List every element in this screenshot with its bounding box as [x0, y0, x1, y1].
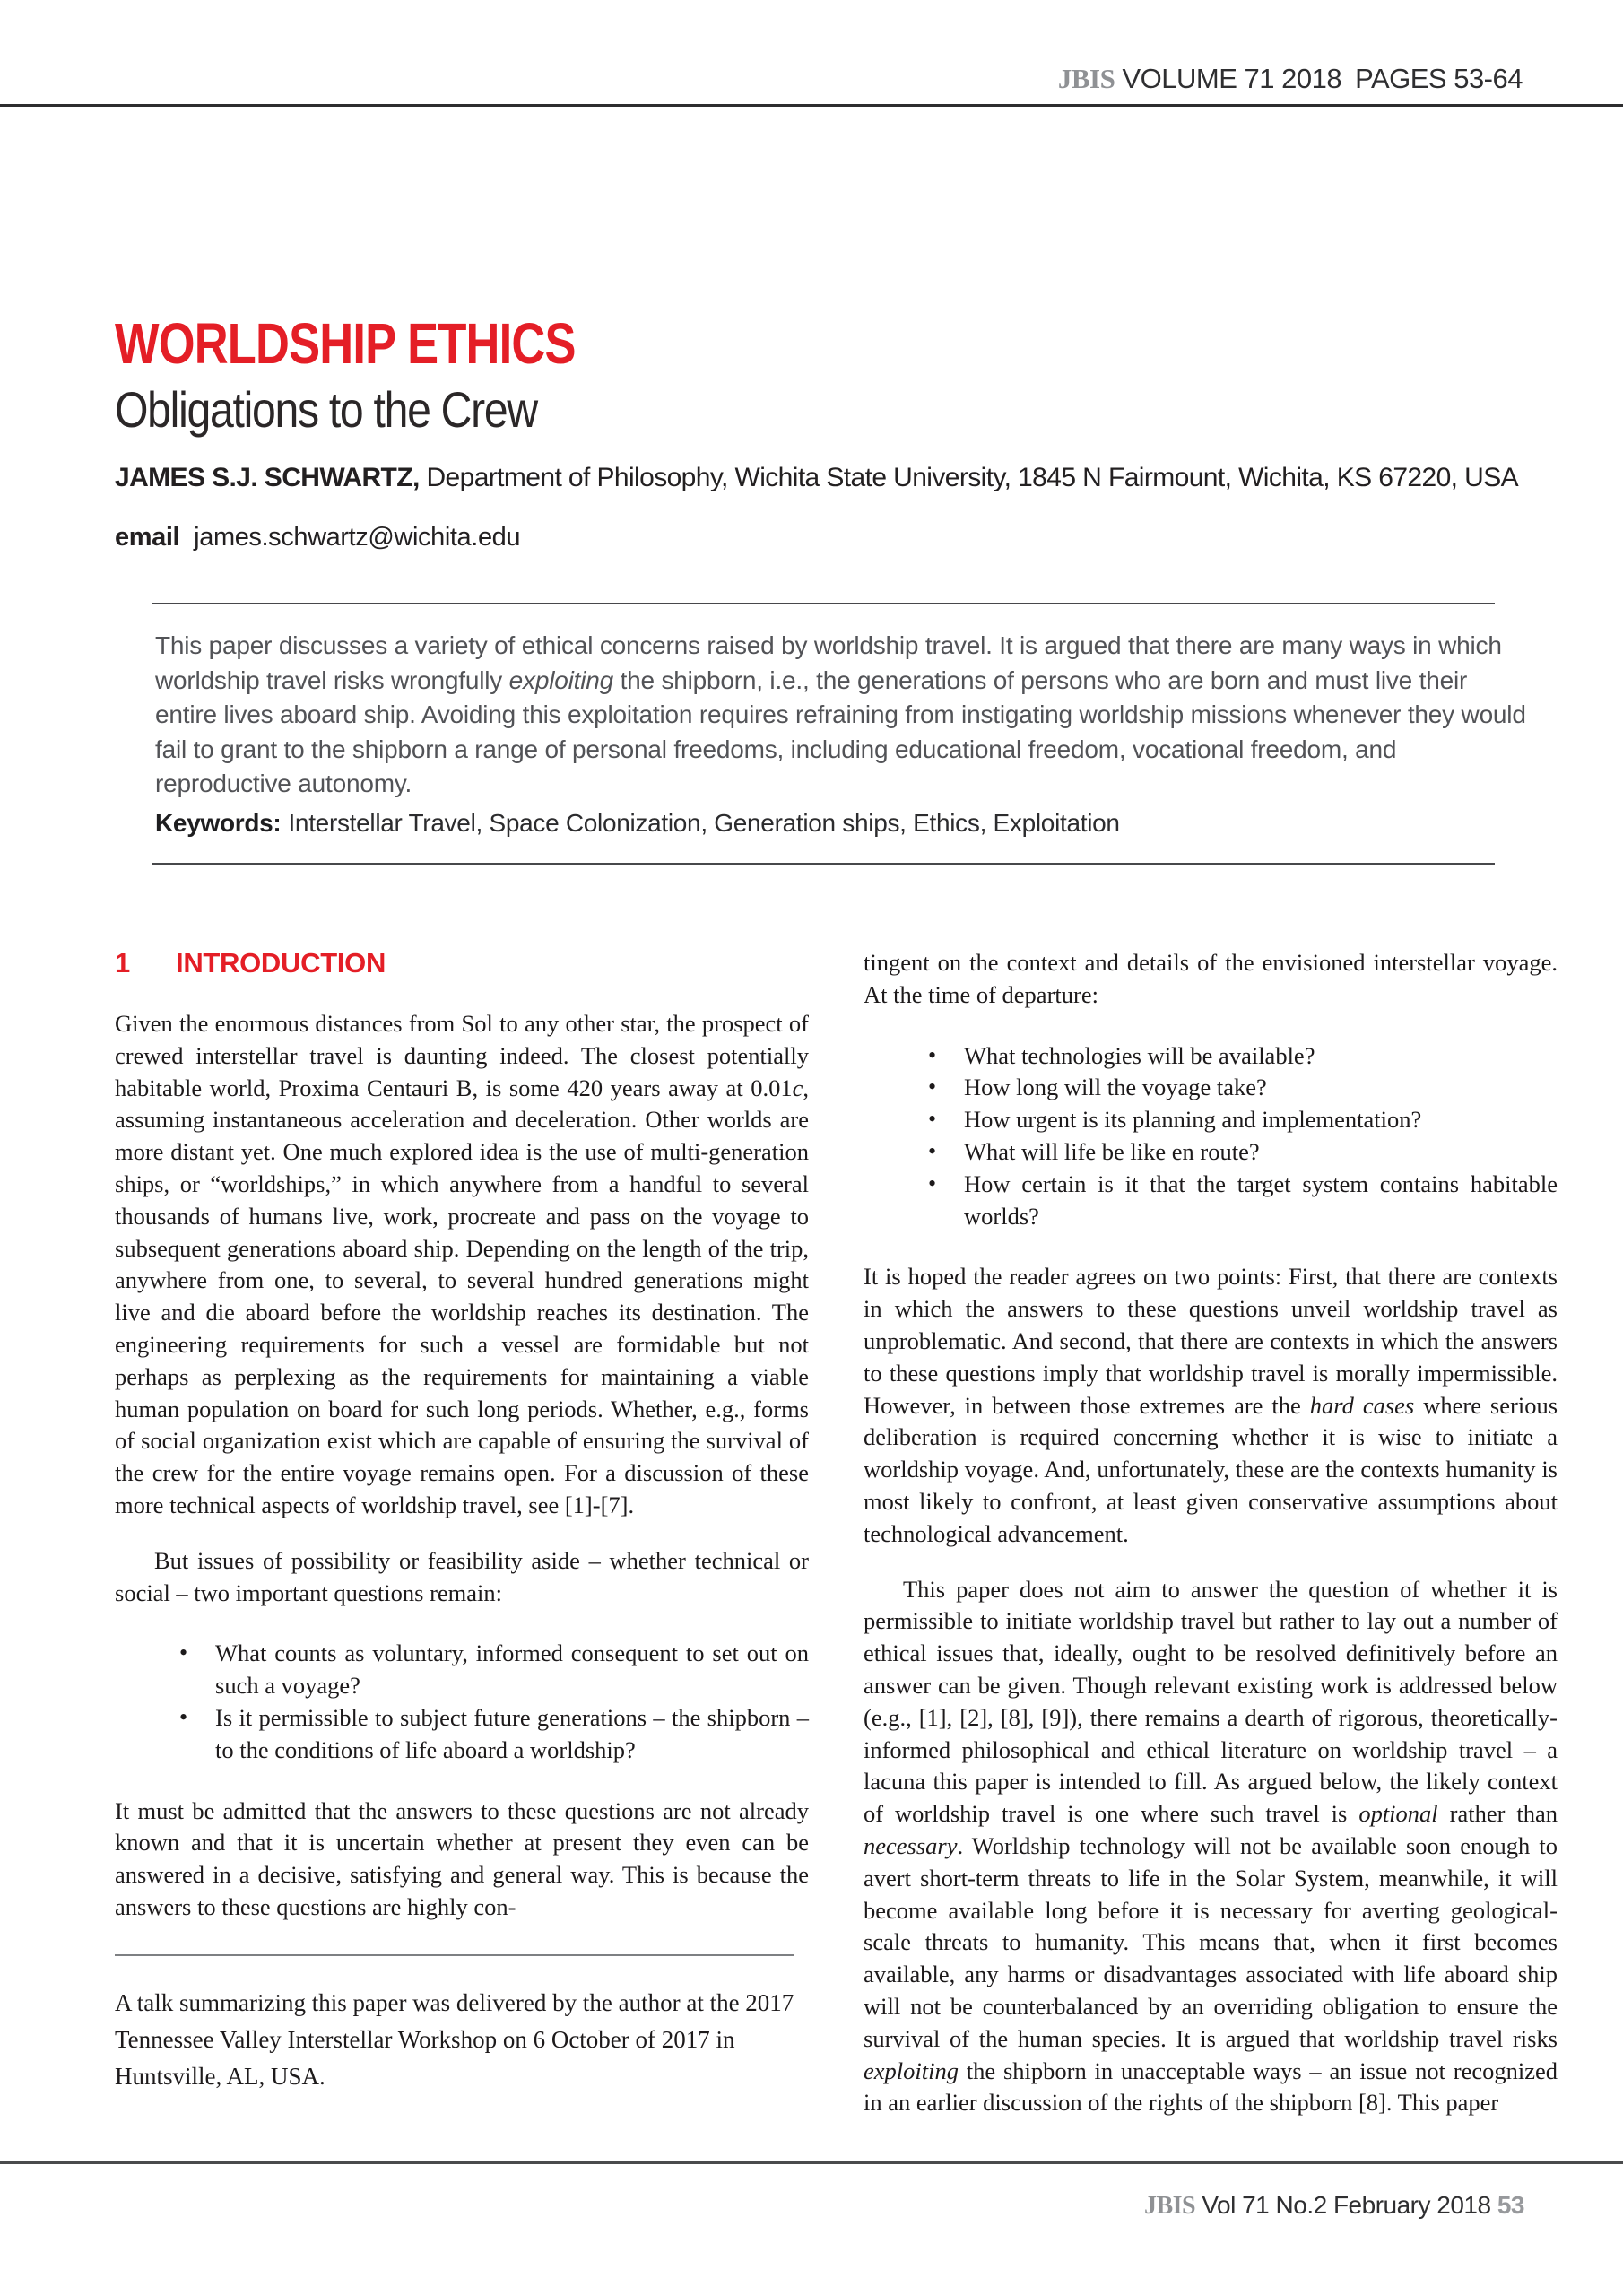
- author-name: JAMES S.J. SCHWARTZ,: [115, 463, 420, 492]
- paragraph: Given the enormous distances from Sol to any other star, the prospect of crewed interstellar travel is daunting indeed. The closest potentially habitable world, Proxima Centauri B, is some 420 years away at 0.01c, assuming instantaneous acceleration and deceleration. Other worlds are more distant yet. One much explored idea is the use of multi-generation ships, or “worldships,” in which anywhere from a handful to several thousands of humans live, work, procreate and pass on the voyage to subsequent generations aboard ship. Depending on the length of the trip, anywhere from one, to several, to several hundred generations might live and die aboard before the worldship reaches its destination. The engineering requirements for such a vessel are formidable but not perhaps as perplexing as the requirements for maintaining a viable human population on board for such long periods. Whether, e.g., forms of social organization exist which are capable of ensuring the survival of the crew for the entire voyage remains open. For a discussion of these more technical aspects of worldship travel, see [1]-[7].: [115, 1010, 809, 1518]
- footnote-text: A talk summarizing this paper was delivered by the author at the 2017 Tennessee Valley Interstellar Workshop on 6 October of 2017 in Huntsville, AL, USA.: [115, 1988, 794, 2090]
- body-column-left: [115, 947, 809, 2118]
- question-list-left: [115, 1638, 809, 1766]
- email-line: [115, 523, 520, 552]
- abstract-rule-top: [152, 603, 1495, 604]
- section-heading-introduction: [115, 947, 809, 979]
- paragraph: tingent on the context and details of the envisioned interstellar voyage. At the time of departure:: [864, 949, 1558, 1008]
- body-column-right: [864, 947, 1558, 2143]
- bullet-item: • Is it permissible to subject future generations – the shipborn – to the conditions of life aboard a worldship?: [215, 1702, 809, 1767]
- bullet-item: • How long will the voyage take?: [964, 1072, 1558, 1104]
- bullet-item: • How urgent is its planning and implementation?: [964, 1104, 1558, 1136]
- bullet-item: • What technologies will be available?: [964, 1040, 1558, 1073]
- section-title: INTRODUCTION: [176, 947, 386, 978]
- keywords-text: Interstellar Travel, Space Colonization, Generation ships, Ethics, Exploitation: [288, 809, 1120, 837]
- footer-rule: [0, 2161, 1623, 2164]
- journal-logo-text: JBIS: [1143, 2192, 1196, 2220]
- paper-title: WORLDSHIP ETHICS: [115, 311, 576, 376]
- running-header: [1058, 63, 1523, 95]
- paper-subtitle: Obligations to the Crew: [115, 381, 537, 438]
- abstract-text: This paper discusses a variety of ethical concerns raised by worldship travel. It is argued that there are many ways in which worldship travel risks wrongfully exploiting the shipborn, i.e., the generations of persons who are born and must live their entire lives aboard ship. Avoiding this exploitation requires refraining from instigating worldship missions whenever they would fail to grant to the shipborn a range of personal freedoms, including educational freedom, vocational freedom, and reproductive autonomy.: [155, 631, 1526, 798]
- journal-logo-text: JBIS: [1057, 63, 1115, 94]
- bullet-item: • How certain is it that the target system contains habitable worlds?: [964, 1169, 1558, 1233]
- keywords-line: [155, 809, 1120, 838]
- author-affiliation: Department of Philosophy, Wichita State University, 1845 N Fairmount, Wichita, KS 67220, USA: [419, 463, 1519, 492]
- keywords-label: Keywords:: [155, 809, 282, 837]
- header-rule: [0, 104, 1623, 107]
- question-list-right: [864, 1040, 1558, 1233]
- paragraph: It must be admitted that the answers to these questions are not already known and that it is uncertain whether at present they even can be answered in a decisive, satisfying and general way. This is because the answers to these questions are highly con-: [115, 1796, 809, 1920]
- footer-issue-info: Vol 71 No.2 February 2018: [1195, 2191, 1497, 2219]
- paragraph: It is hoped the reader agrees on two points: First, that there are contexts in which the answers to these questions unveil worldship travel as unproblematic. And second, that there are contexts in which the answers to these questions imply that worldship travel is morally impermissible. However, in between those extremes are the hard cases where serious deliberation is required concerning whether it is wise to initiate a worldship voyage. And, unfortunately, these are the contexts humanity is most likely to confront, at least given conservative assumptions about technological advancement.: [864, 1263, 1558, 1547]
- bullet-item: • What will life be like en route?: [964, 1136, 1558, 1169]
- paragraph: But issues of possibility or feasibility aside – whether technical or social – two important questions remain:: [115, 1546, 809, 1606]
- abstract-rule-bottom: [152, 863, 1495, 865]
- email-label: email: [115, 523, 180, 552]
- footnote-rule: [115, 1954, 794, 1956]
- section-number: 1: [115, 947, 130, 978]
- header-issue-info: VOLUME 71 2018 PAGES 53-64: [1122, 63, 1523, 94]
- page-number: 53: [1497, 2191, 1524, 2219]
- paragraph: This paper does not aim to answer the question of whether it is permissible to initiate worldship travel but rather to lay out a number of ethical issues that, ideally, ought to be resolved definitively before an answer can be given. Though relevant existing work is addressed below (e.g., [1], [2], [8], [9]), there remains a dearth of rigorous, theoretically-informed philosophical and ethical literature on worldship travel – a lacuna this paper is intended to fill. As argued below, the likely context of worldship travel is one where such travel is optional rather than necessary. Worldship technology will not be available soon enough to avert short-term threats to life in the Solar System, meanwhile, it will become available long before it is necessary for averting geological-scale threats to humanity. This means that, when it first becomes available, any harms or disadvantages associated with life aboard ship will not be counterbalanced by an overriding obligation to ensure the survival of the human species. It is argued that worldship travel risks exploiting the shipborn in unacceptable ways – an issue not recognized in an earlier discussion of the rights of the shipborn [8]. This paper: [864, 1575, 1558, 2117]
- email-address: james.schwartz@wichita.edu: [194, 523, 521, 552]
- author-line: [115, 463, 1518, 493]
- bullet-item: • What counts as voluntary, informed consequent to set out on such a voyage?: [215, 1638, 809, 1702]
- page-footer: [1144, 2191, 1524, 2221]
